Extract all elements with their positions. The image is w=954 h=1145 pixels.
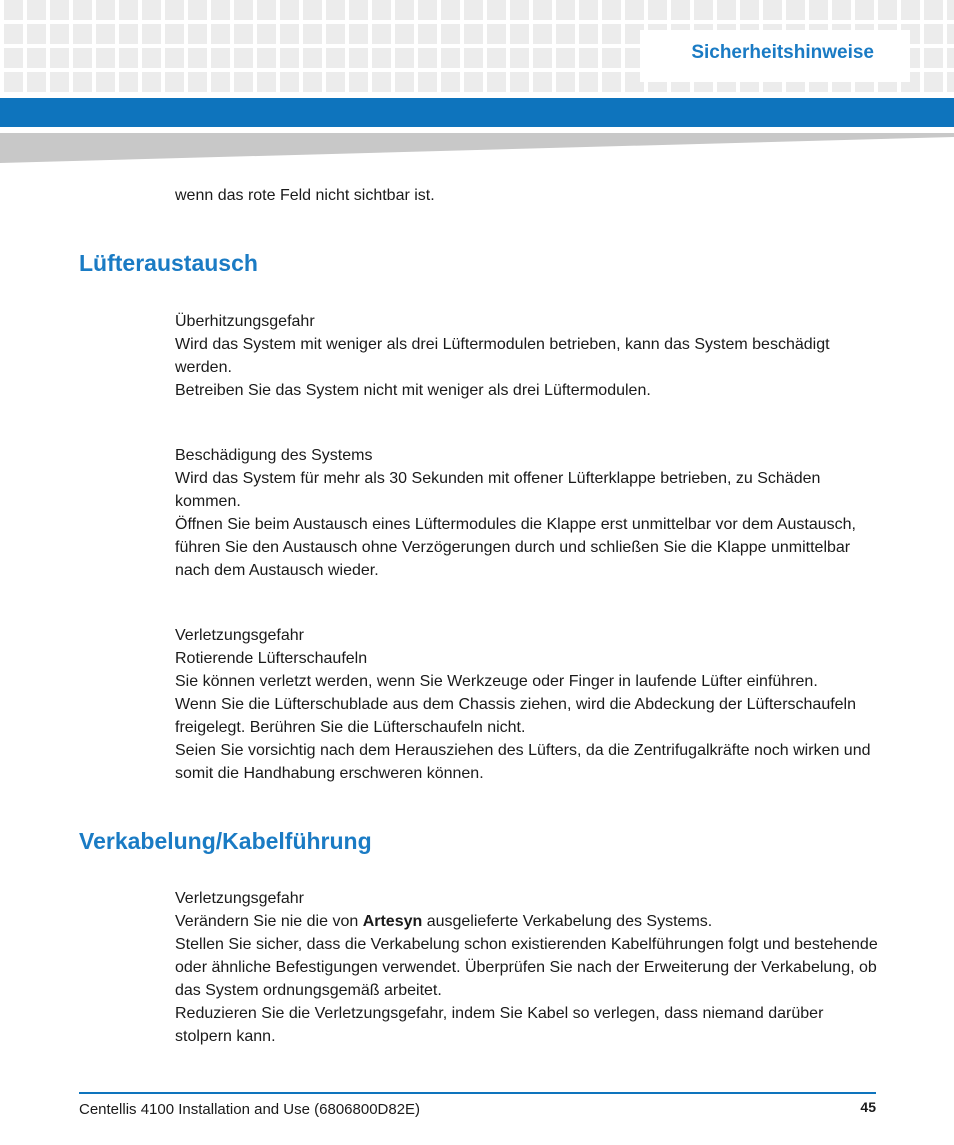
intro-line: wenn das rote Feld nicht sichtbar ist. xyxy=(175,187,435,204)
heading-fan-replacement: Lüfteraustausch xyxy=(79,250,258,276)
note-line xyxy=(175,910,880,933)
note-title: Verletzungsgefahr xyxy=(175,627,304,644)
note-line: Rotierende Lüfterschaufeln xyxy=(175,650,368,667)
note-line: Wird das System mit weniger als drei Lüftermodulen betrieben, kann das System beschädigt werden. xyxy=(175,336,830,376)
note-line: Öffnen Sie beim Austausch eines Lüftermodules die Klappe erst unmittelbar vor dem Austausch, führen Sie den Austausch ohne Verzögerungen durch und schließen Sie die Klappe unmittelbar nach dem Austausch wieder. xyxy=(175,516,856,579)
footer-doc-title: Centellis 4100 Installation and Use (6806800D82E) xyxy=(79,1101,421,1118)
header-grey-wedge xyxy=(0,127,954,163)
note-line: Wenn Sie die Lüfterschublade aus dem Chassis ziehen, wird die Abdeckung der Lüfterschaufeln freigelegt. Berühren Sie die Lüfterschaufeln nicht. xyxy=(175,696,857,736)
header-blue-bar xyxy=(0,98,954,127)
note-text: Verändern Sie nie die von xyxy=(175,913,363,930)
note-line: Reduzieren Sie die Verletzungsgefahr, indem Sie Kabel so verlegen, dass niemand darüber stolpern kann. xyxy=(175,1005,824,1045)
note-line: Betreiben Sie das System nicht mit weniger als drei Lüftermodulen. xyxy=(175,382,651,399)
note-title: Verletzungsgefahr xyxy=(175,890,304,907)
note-injury-cabling xyxy=(175,887,880,1048)
note-injury-fans xyxy=(175,624,880,785)
note-title: Beschädigung des Systems xyxy=(175,447,373,464)
note-line: Wird das System für mehr als 30 Sekunden mit offener Lüfterklappe betrieben, zu Schäden kommen. xyxy=(175,470,821,510)
heading-cabling: Verkabelung/Kabelführung xyxy=(79,828,372,854)
note-system-damage xyxy=(175,444,880,582)
note-title: Überhitzungsgefahr xyxy=(175,313,315,330)
footer-divider xyxy=(79,1092,876,1094)
page-number: 45 xyxy=(860,1099,876,1115)
note-line: Seien Sie vorsichtig nach dem Herausziehen des Lüfters, da die Zentrifugalkräfte noch wirken und somit die Handhabung erschweren können. xyxy=(175,742,871,782)
note-text: ausgelieferte Verkabelung des Systems. xyxy=(422,913,713,930)
intro-paragraph xyxy=(175,184,880,207)
note-line: Sie können verletzt werden, wenn Sie Werkzeuge oder Finger in laufende Lüfter einführen. xyxy=(175,673,818,690)
note-line: Stellen Sie sicher, dass die Verkabelung schon existierenden Kabelführungen folgt und bestehende oder ähnliche Befestigungen verwendet. Überprüfen Sie nach der Erweiterung der Verkabelung, ob das System ordnungsgemäß arbeitet. xyxy=(175,936,878,999)
note-overheating xyxy=(175,310,880,402)
brand-name: Artesyn xyxy=(362,913,423,930)
section-title: Sicherheitshinweise xyxy=(691,42,874,63)
